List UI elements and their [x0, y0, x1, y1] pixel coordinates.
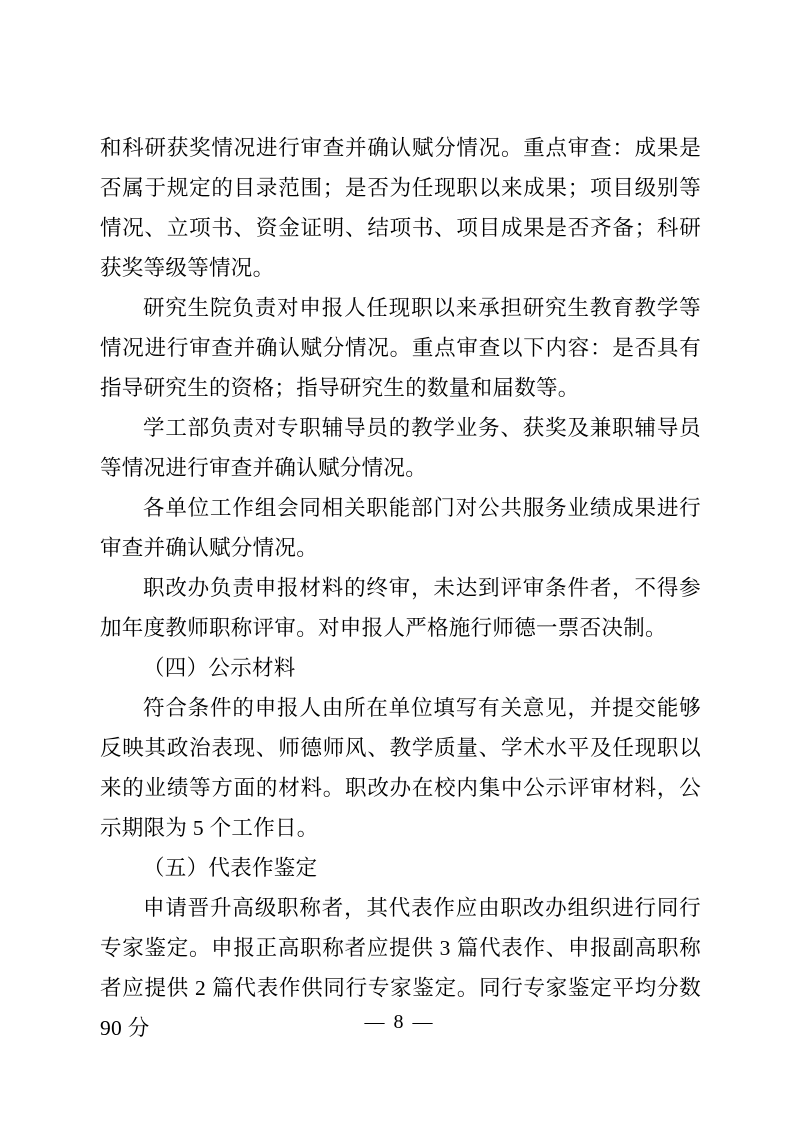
paragraph-work-group: 各单位工作组会同相关职能部门对公共服务业绩成果进行审查并确认赋分情况。 [100, 496, 701, 560]
page-footer [0, 1011, 793, 1034]
paragraph-continuation: 和科研获奖情况进行审查并确认赋分情况。重点审查：成果是否属于规定的目录范围；是否为任现职以来成果；项目级别等情况、立项书、资金证明、结项书、项目成果是否齐备；科研获奖等级等情况。 [100, 136, 701, 280]
paragraph-final-review: 职改办负责申报材料的终审，未达到评审条件者，不得参加年度教师职称评审。对申报人严格施行师德一票否决制。 [100, 576, 701, 640]
heading-section-five: （五）代表作鉴定 [143, 856, 318, 880]
paragraph-graduate-school: 研究生院负责对申报人任现职以来承担研究生教育教学等情况进行审查并确认赋分情况。重点审查以下内容：是否具有指导研究生的资格；指导研究生的数量和届数等。 [100, 296, 701, 400]
page-number: — 8 — [364, 1011, 435, 1033]
document-body [100, 128, 701, 1048]
paragraph-representative-works: 申请晋升高级职称者，其代表作应由职改办组织进行同行专家鉴定。申报正高职称者应提供 3 篇代表作、申报副高职称者应提供 2 篇代表作供同行专家鉴定。同行专家鉴定平均分数 90 分 [100, 896, 701, 1040]
paragraph-public-materials: 符合条件的申报人由所在单位填写有关意见，并提交能够反映其政治表现、师德师风、教学质量、学术水平及任现职以来的业绩等方面的材料。职改办在校内集中公示评审材料，公示期限为 5 个工作日。 [100, 696, 701, 840]
heading-section-four: （四）公示材料 [143, 656, 296, 680]
paragraph-student-affairs: 学工部负责对专职辅导员的教学业务、获奖及兼职辅导员等情况进行审查并确认赋分情况。 [100, 416, 701, 480]
